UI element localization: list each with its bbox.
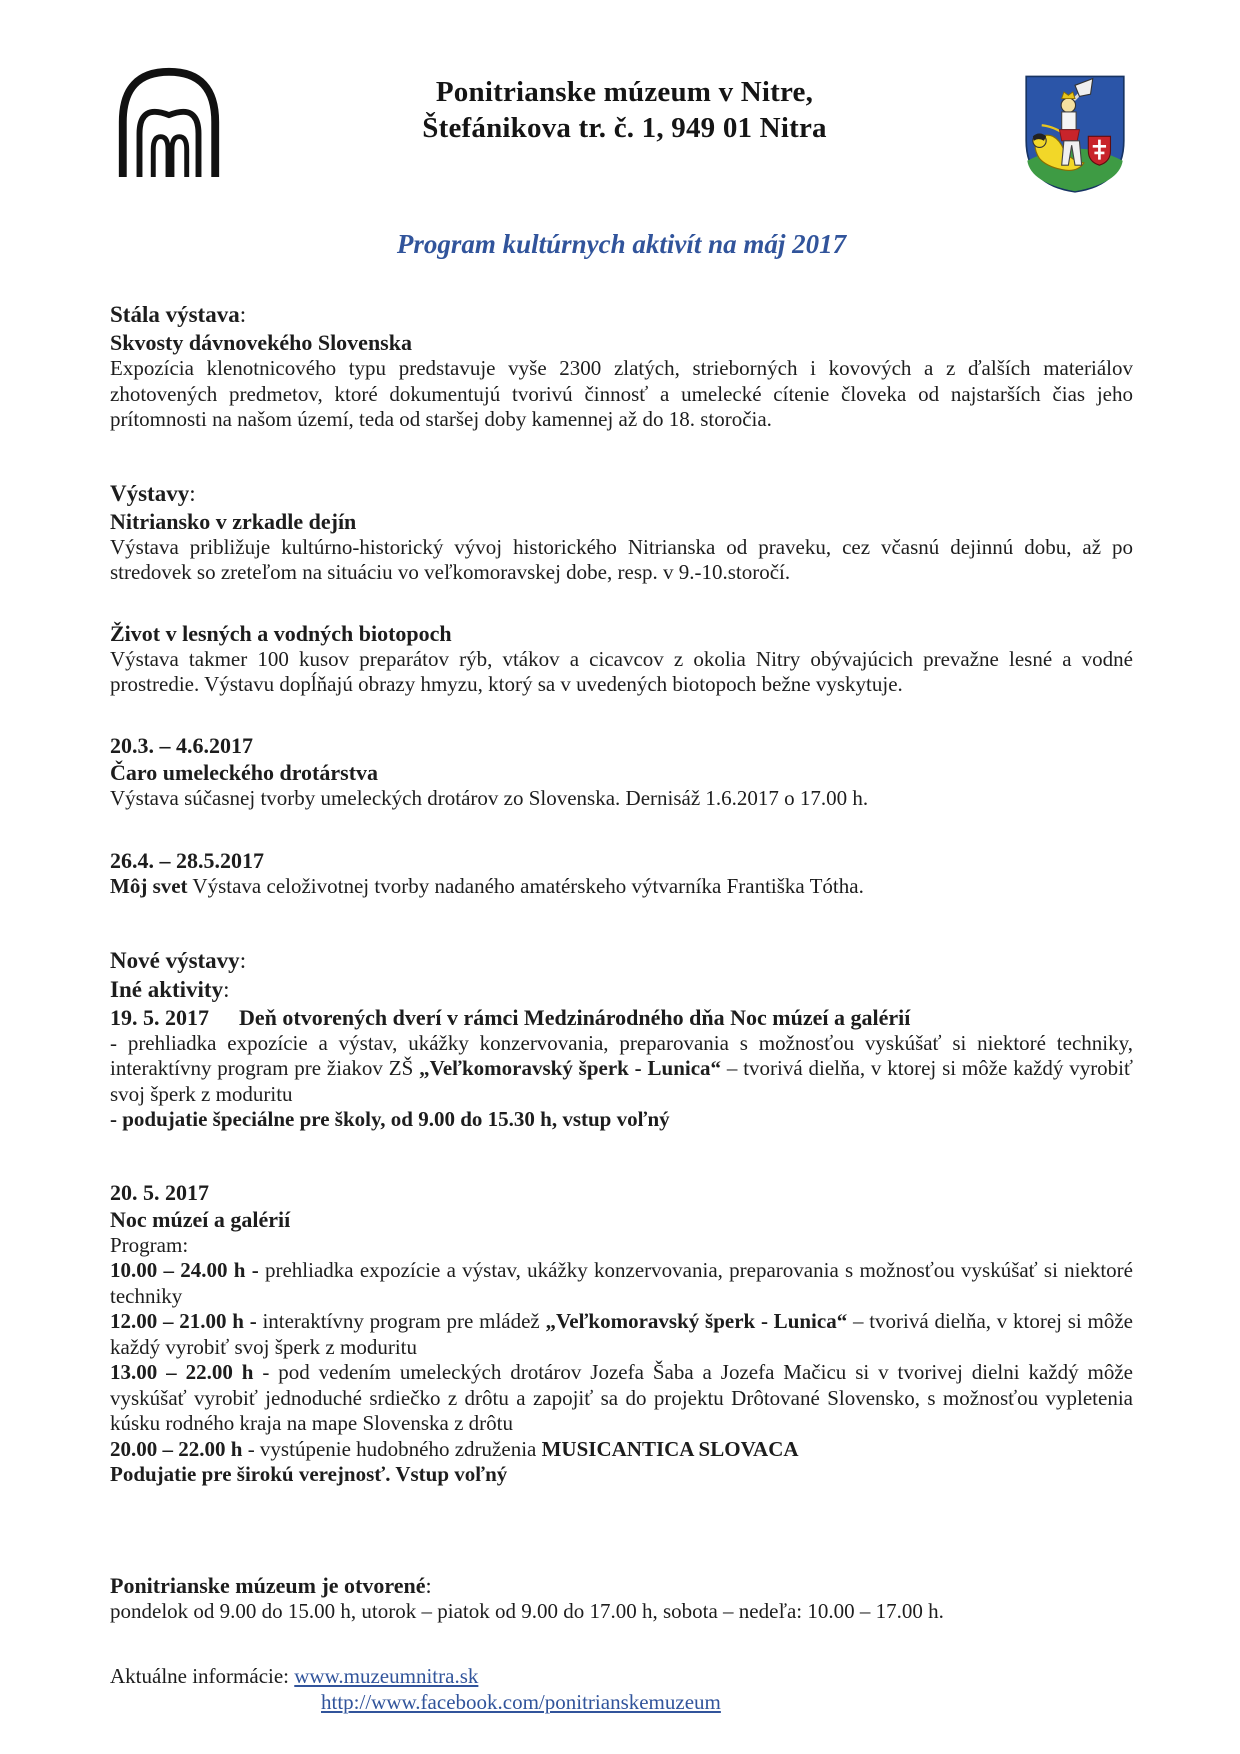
exhibition-3-body: Výstava súčasnej tvorby umeleckých drotárov zo Slovenska. Dernisáž 1.6.2017 o 17.00 h. xyxy=(110,785,869,810)
exhibition-4-title: Môj svet xyxy=(110,874,188,898)
nitra-coat-of-arms-icon xyxy=(1019,58,1133,199)
nitra-coat-of-arms-svg xyxy=(1019,72,1131,194)
info-links-label: Aktuálne informácie: xyxy=(110,1664,295,1688)
section-heading-other-activities xyxy=(110,975,1133,1004)
open-day-description xyxy=(110,1031,1133,1108)
opening-heading-colon: : xyxy=(425,1572,432,1598)
night-slot-4-bold: MUSICANTICA SLOVACA xyxy=(541,1436,799,1461)
open-day-desc-1: - prehliadka expozície a výstav, ukážky konzervovania, preparovania s možnosťou vyskúšať si niektoré techniky, interaktívny program pre žiakov ZŠ xyxy=(110,1030,1133,1080)
exhibitions-heading-colon: : xyxy=(189,480,196,506)
night-event-program-label: Program: xyxy=(110,1232,189,1257)
exhibition-4-body: Výstava celoživotnej tvorby nadaného amatérskeho výtvarníka Františka Tótha. xyxy=(187,874,864,898)
permanent-heading-colon: : xyxy=(239,302,247,327)
night-event-title: Noc múzeí a galérií xyxy=(110,1206,291,1232)
night-slot-4-text: - vystúpenie hudobného združenia xyxy=(242,1436,542,1461)
open-day-desc-bold: „Veľkomoravský šperk - Lunica“ xyxy=(419,1056,722,1080)
new-exhibitions-heading-colon: : xyxy=(239,947,247,973)
museum-title-line1: Ponitrianske múzeum v Nitre, xyxy=(435,76,814,108)
exhibition-4-date: 26.4. – 28.5.2017 xyxy=(110,848,264,873)
night-slot-4-time: 20.00 – 22.00 h xyxy=(110,1436,243,1461)
exhibition-2-title: Život v lesných a vodných biotopoch xyxy=(110,620,452,646)
open-day-date: 19. 5. 2017 xyxy=(110,1004,209,1030)
night-slot-3-time: 13.00 – 22.00 h xyxy=(110,1360,254,1384)
exhibition-1-title: Nitriansko v zrkadle dejín xyxy=(110,508,357,534)
website-link[interactable]: www.muzeumnitra.sk xyxy=(294,1664,479,1688)
exhibition-1-body: Výstava približuje kultúrno-historický vývoj historického Nitrianska od praveku, cez včasnú dejinnú dobu, až po stredovek so zreteľom na situáciu vo veľkomoravskej dobe, resp. v 9.-10.storočí. xyxy=(110,534,1133,584)
permanent-exhibition-title: Skvosty dávnovekého Slovenska xyxy=(110,330,412,355)
night-slot-1-text: prehliadka expozície a výstav, ukážky konzervovania, preparovania s možnosťou vyskúšať si niektoré techniky xyxy=(110,1258,1133,1308)
night-slot-3 xyxy=(110,1360,1133,1437)
opening-heading-line xyxy=(110,1572,1133,1599)
info-links-line2 xyxy=(110,1690,1133,1716)
museum-arch-logo-icon xyxy=(110,58,230,187)
exhibition-2-body: Výstava takmer 100 kusov preparátov rýb, vtákov a cicavcov z okolia Nitry obývajúcich prevažne lesné a vodné prostredie. Výstavu dopĺňajú obrazy hmyzu, ktorý sa v uvedených biotopoch bežne vyskytuje. xyxy=(110,646,1133,696)
open-day-note: - podujatie špeciálne pre školy, od 9.00 do 15.30 h, vstup voľný xyxy=(110,1107,670,1131)
permanent-heading-text: Stála výstava xyxy=(110,302,240,327)
section-heading-new-exhibitions xyxy=(110,946,1133,975)
document-header xyxy=(110,58,1133,199)
info-links-line1 xyxy=(110,1664,1133,1690)
night-event-date: 20. 5. 2017 xyxy=(110,1179,209,1205)
facebook-link[interactable]: http://www.facebook.com/ponitrianskemuzeum xyxy=(321,1689,721,1714)
museum-title-line2: Štefánikova tr. č. 1, 949 01 Nitra xyxy=(422,112,827,144)
exhibition-4-line xyxy=(110,874,1133,900)
night-slot-2-bold: „Veľkomoravský šperk - Lunica“ xyxy=(545,1309,848,1333)
new-exhibitions-heading-text: Nové výstavy xyxy=(110,947,240,973)
night-slot-2-text1: interaktívny program pre mládež xyxy=(256,1309,546,1333)
night-slot-1-time: 10.00 – 24.00 h - xyxy=(110,1258,259,1282)
section-heading-exhibitions xyxy=(110,479,1133,508)
night-event-note: Podujatie pre širokú verejnosť. Vstup voľný xyxy=(110,1462,508,1486)
night-slot-1 xyxy=(110,1258,1133,1309)
night-slot-2 xyxy=(110,1309,1133,1360)
museum-arch-logo-svg xyxy=(110,58,228,182)
museum-title xyxy=(230,58,1019,146)
exhibitions-heading-text: Výstavy xyxy=(110,480,190,506)
exhibition-3-title: Čaro umeleckého drotárstva xyxy=(110,759,379,785)
open-day-title-line xyxy=(110,1004,1133,1031)
other-activities-heading-text: Iné aktivity xyxy=(110,976,224,1002)
night-slot-2-text2: – tvorivá dielňa, v ktorej si môže každý vyrobiť svoj šperk z moduritu xyxy=(110,1309,1133,1359)
opening-heading-text: Ponitrianske múzeum je otvorené xyxy=(110,1572,426,1598)
program-title: Program kultúrnych aktivít na máj 2017 xyxy=(396,229,847,259)
night-slot-2-time: 12.00 – 21.00 h - xyxy=(110,1309,257,1333)
open-day-desc-2: – tvorivá dielňa, v ktorej si môže každý vyrobiť svoj šperk z moduritu xyxy=(110,1056,1133,1106)
exhibition-3-date: 20.3. – 4.6.2017 xyxy=(110,732,253,758)
night-slot-4 xyxy=(110,1437,1133,1463)
other-activities-heading-colon: : xyxy=(223,976,230,1002)
section-heading-permanent xyxy=(110,300,1133,329)
permanent-exhibition-body: Expozícia klenotnicového typu predstavuje vyše 2300 zlatých, strieborných i kovových a z ďalších materiálov zhotovených predmetov, ktoré dokumentujú tvorivú činnosť a umelecké cítenie človeka od najstarších čias jeho prítomnosti na našom území, teda od staršej doby kamennej až do 18. storočia. xyxy=(110,356,1133,431)
night-slot-3-text: - pod vedením umeleckých drotárov Jozefa Šaba a Jozefa Mačicu si v tvorivej dielni každý môže vyskúšať vyrobiť jednoduché srdiečko z drôtu a zapojiť sa do projektu Drôtované Slovensko, s možnosťou vypletenia kúsku rodného kraja na mape Slovenska z drôtu xyxy=(110,1360,1134,1435)
open-day-title: Deň otvorených dverí v rámci Medzinárodného dňa Noc múzeí a galérií xyxy=(239,1004,911,1030)
opening-hours: pondelok od 9.00 do 15.00 h, utorok – piatok od 9.00 do 17.00 h, sobota – nedeľa: 10.00 – 17.00 h. xyxy=(110,1598,944,1623)
